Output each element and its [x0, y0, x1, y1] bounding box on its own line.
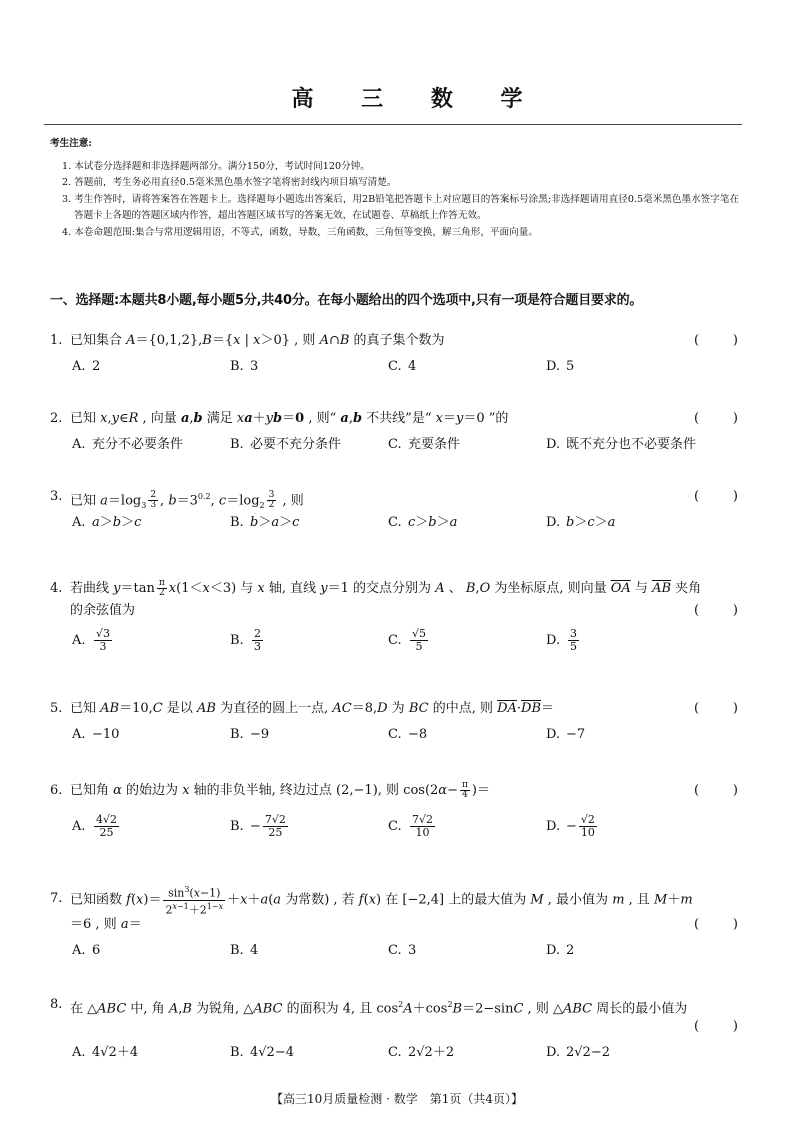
question-2: 2. 已知 x,y∈R , 向量 a,b 满足 xa＋yb＝0 , 则“ a,b 不共线”是“ x＝y＝0 ”的 ( ) A. 充分不必要条件 B. 必要不充分条件 C. 充要条件 D. 既不充分也不必要条件: [50, 408, 740, 458]
option-d: D. $\frac{3}{5}$: [546, 627, 577, 653]
option-b: B. $\frac{2}{3}$: [230, 627, 261, 653]
option-b: B. −9: [230, 727, 270, 742]
option-a: A. 4√2＋4: [72, 1045, 139, 1060]
exam-notice: [50, 136, 740, 242]
question-1: 1. 已知集合 A＝{0,1,2},B＝{x | x＞0} , 则 A∩B 的真子集个数为 ( ) A. 2 B. 3 C. 4 D. 5: [50, 330, 740, 380]
question-stem-continued: 的余弦值为: [70, 603, 136, 618]
option-c: C. $\frac{√5}{5}$: [388, 627, 427, 653]
option-d: D. − $\frac{√2}{10}$: [546, 813, 595, 839]
option-c: C. 3: [388, 943, 417, 958]
option-b: B. − $\frac{7√2}{25}$: [230, 813, 286, 839]
notice-item: 1. 本试卷分选择题和非选择题两部分。满分150分，考试时间120分钟。: [62, 160, 370, 172]
question-number: 3.: [50, 489, 63, 504]
option-b: B. 4: [230, 943, 259, 958]
option-b: B. 必要不充分条件: [230, 437, 342, 452]
option-b: B. 4√2−4: [230, 1045, 294, 1060]
option-a: A. $\frac{√3}{3}$: [72, 627, 111, 653]
option-b: B. b＞a＞c: [230, 515, 300, 530]
question-number: 8.: [50, 997, 63, 1012]
option-d: D. b＞c＞a: [546, 515, 616, 530]
question-number: 5.: [50, 701, 63, 716]
notice-item: 2. 答题前，考生务必用直径0.5毫米黑色墨水签字笔将密封线内项目填写清楚。: [62, 177, 397, 189]
question-number: 4.: [50, 581, 63, 596]
option-a: A. 2: [72, 359, 101, 374]
question-7: 7. 已知函数 f(x)＝ $\frac{\sin^3(x-1)}{2^{x-1}+2^{1-x}}$ ＋x＋a(a 为常数) , 若 f(x) 在 [−2,4] 上的最大值为 M , 最小值为 m , 且 M＋m ＝6 , 则 a＝ ( ) A. 6 B. 4 C. 3 D. 2: [50, 884, 740, 964]
option-d: D. 5: [546, 359, 575, 374]
question-stem: 已知 $a=\log_3$ $\frac{2}{3}$ , $b=3^{0.2}$, $c=\log_2$ $\frac{3}{2}$ , 则: [70, 490, 304, 511]
option-d: D. 既不充分也不必要条件: [546, 437, 697, 452]
question-stem: 在 △ABC 中, 角 A,B 为锐角, △ABC 的面积为 4, 且 $\cos^2A+\cos^2B=2-\sin C$ , 则 △ABC 周长的最小值为: [70, 1000, 688, 1017]
option-a: A. $\frac{4√2}{25}$: [72, 813, 118, 839]
question-number: 6.: [50, 783, 63, 798]
option-b: B. 3: [230, 359, 259, 374]
question-number: 7.: [50, 891, 63, 906]
question-stem: 已知集合 A＝{0,1,2},B＝{x | x＞0} , 则 A∩B 的真子集个数为: [70, 333, 445, 348]
question-stem: 已知函数 f(x)＝ $\frac{\sin^3(x-1)}{2^{x-1}+2^{1-x}}$ ＋x＋a(a 为常数) , 若 f(x) 在 [−2,4] 上的最大值为 M , 最小值为 m , 且 M＋m: [70, 885, 693, 917]
option-a: A. −10: [72, 727, 120, 742]
question-stem: 若曲线 y＝tan $\frac{\pi}{2}$ x(1＜x＜3) 与 x 轴, 直线 y＝1 的交点分别为 A 、 B,O 为坐标原点, 则向量 $\overline{OA}$ 与 $\overline{AB}$ 夹角: [70, 578, 702, 598]
title-divider: [44, 124, 742, 125]
question-number: 2.: [50, 411, 63, 426]
question-stem: 已知 x,y∈R , 向量 a,b 满足 xa＋yb＝0 , 则“ a,b 不共线”是“ x＝y＝0 ”的: [70, 411, 509, 426]
option-c: C. 充要条件: [388, 437, 461, 452]
question-stem: 已知 AB＝10,C 是以 AB 为直径的圆上一点, AC＝8,D 为 BC 的中点, 则 $\overline{DA}\cdot\overline{DB}=$: [70, 701, 555, 716]
notice-heading: 考生注意:: [50, 138, 92, 149]
option-d: D. −7: [546, 727, 586, 742]
option-a: A. a＞b＞c: [72, 515, 142, 530]
page-footer: 【高三10月质量检测 · 数学 第1页（共4页）】: [271, 1092, 523, 1106]
question-5: 5. 已知 AB＝10,C 是以 AB 为直径的圆上一点, AC＝8,D 为 BC 的中点, 则 $\overline{DA}\cdot\overline{DB}=$ ( ) A. −10 B. −9 C. −8 D. −7: [50, 698, 740, 748]
option-c: C. $\frac{7√2}{10}$: [388, 813, 434, 839]
option-d: D. 2√2−2: [546, 1045, 610, 1060]
option-c: C. 2√2＋2: [388, 1045, 455, 1060]
option-c: C. −8: [388, 727, 428, 742]
section-heading: 一、选择题:本题共8小题,每小题5分,共40分。在每小题给出的四个选项中,只有一项是符合题目要求的。: [50, 293, 643, 308]
option-c: C. c＞b＞a: [388, 515, 458, 530]
page-title: 高 三 数 学: [291, 87, 543, 112]
question-4: 4. 若曲线 y＝tan $\frac{\pi}{2}$ x(1＜x＜3) 与 x 轴, 直线 y＝1 的交点分别为 A 、 B,O 为坐标原点, 则向量 $\overline{OA}$ 与 $\overline{AB}$ 夹角 的余弦值为 ( ) A. $\frac{√3}{3}$ B. $\frac{2}{3}$ C. $\frac{√5}{5}$ D. $\frac{3}{5}$: [50, 578, 740, 658]
question-6: 6. 已知角 α 的始边为 x 轴的非负半轴, 终边过点 (2,−1), 则 cos(2α− $\frac{\pi}{4}$ )＝ ( ) A. $\frac{4√2}{25}$ B. − $\frac{7√2}{25}$ C. $\frac{7√2}{10}$ D. − $\frac{√2}{10}$: [50, 780, 740, 844]
question-3: 3. 已知 $a=\log_3$ $\frac{2}{3}$ , $b=3^{0.2}$, $c=\log_2$ $\frac{3}{2}$ , 则 ( ) A. a＞b＞c B. b＞a＞c C. c＞b＞a D. b＞c＞a: [50, 486, 740, 536]
notice-item: 3. 考生作答时，请将答案答在答题卡上。选择题每小题选出答案后，用2B铅笔把答题卡上对应题目的答案标号涂黑;非选择题请用直径0.5毫米黑色墨水签字笔在答题卡上各题的答题区域内作答，超出答题区域书写的答案无效，在试题卷、草稿纸上作答无效。: [62, 193, 740, 222]
question-8: 8. 在 △ABC 中, 角 A,B 为锐角, △ABC 的面积为 4, 且 $\cos^2A+\cos^2B=2-\sin C$ , 则 △ABC 周长的最小值为 ( ) A. 4√2＋4 B. 4√2−4 C. 2√2＋2 D. 2√2−2: [50, 994, 740, 1066]
question-stem: 已知角 α 的始边为 x 轴的非负半轴, 终边过点 (2,−1), 则 cos(2α− $\frac{\pi}{4}$ )＝: [70, 780, 490, 800]
option-c: C. 4: [388, 359, 417, 374]
option-a: A. 6: [72, 943, 101, 958]
question-number: 1.: [50, 333, 63, 348]
question-stem-continued: ＝6 , 则 a＝: [70, 917, 142, 932]
notice-item: 4. 本卷命题范围:集合与常用逻辑用语，不等式，函数，导数，三角函数，三角恒等变换，解三角形，平面向量。: [62, 226, 538, 238]
option-a: A. 充分不必要条件: [72, 437, 184, 452]
option-d: D. 2: [546, 943, 575, 958]
